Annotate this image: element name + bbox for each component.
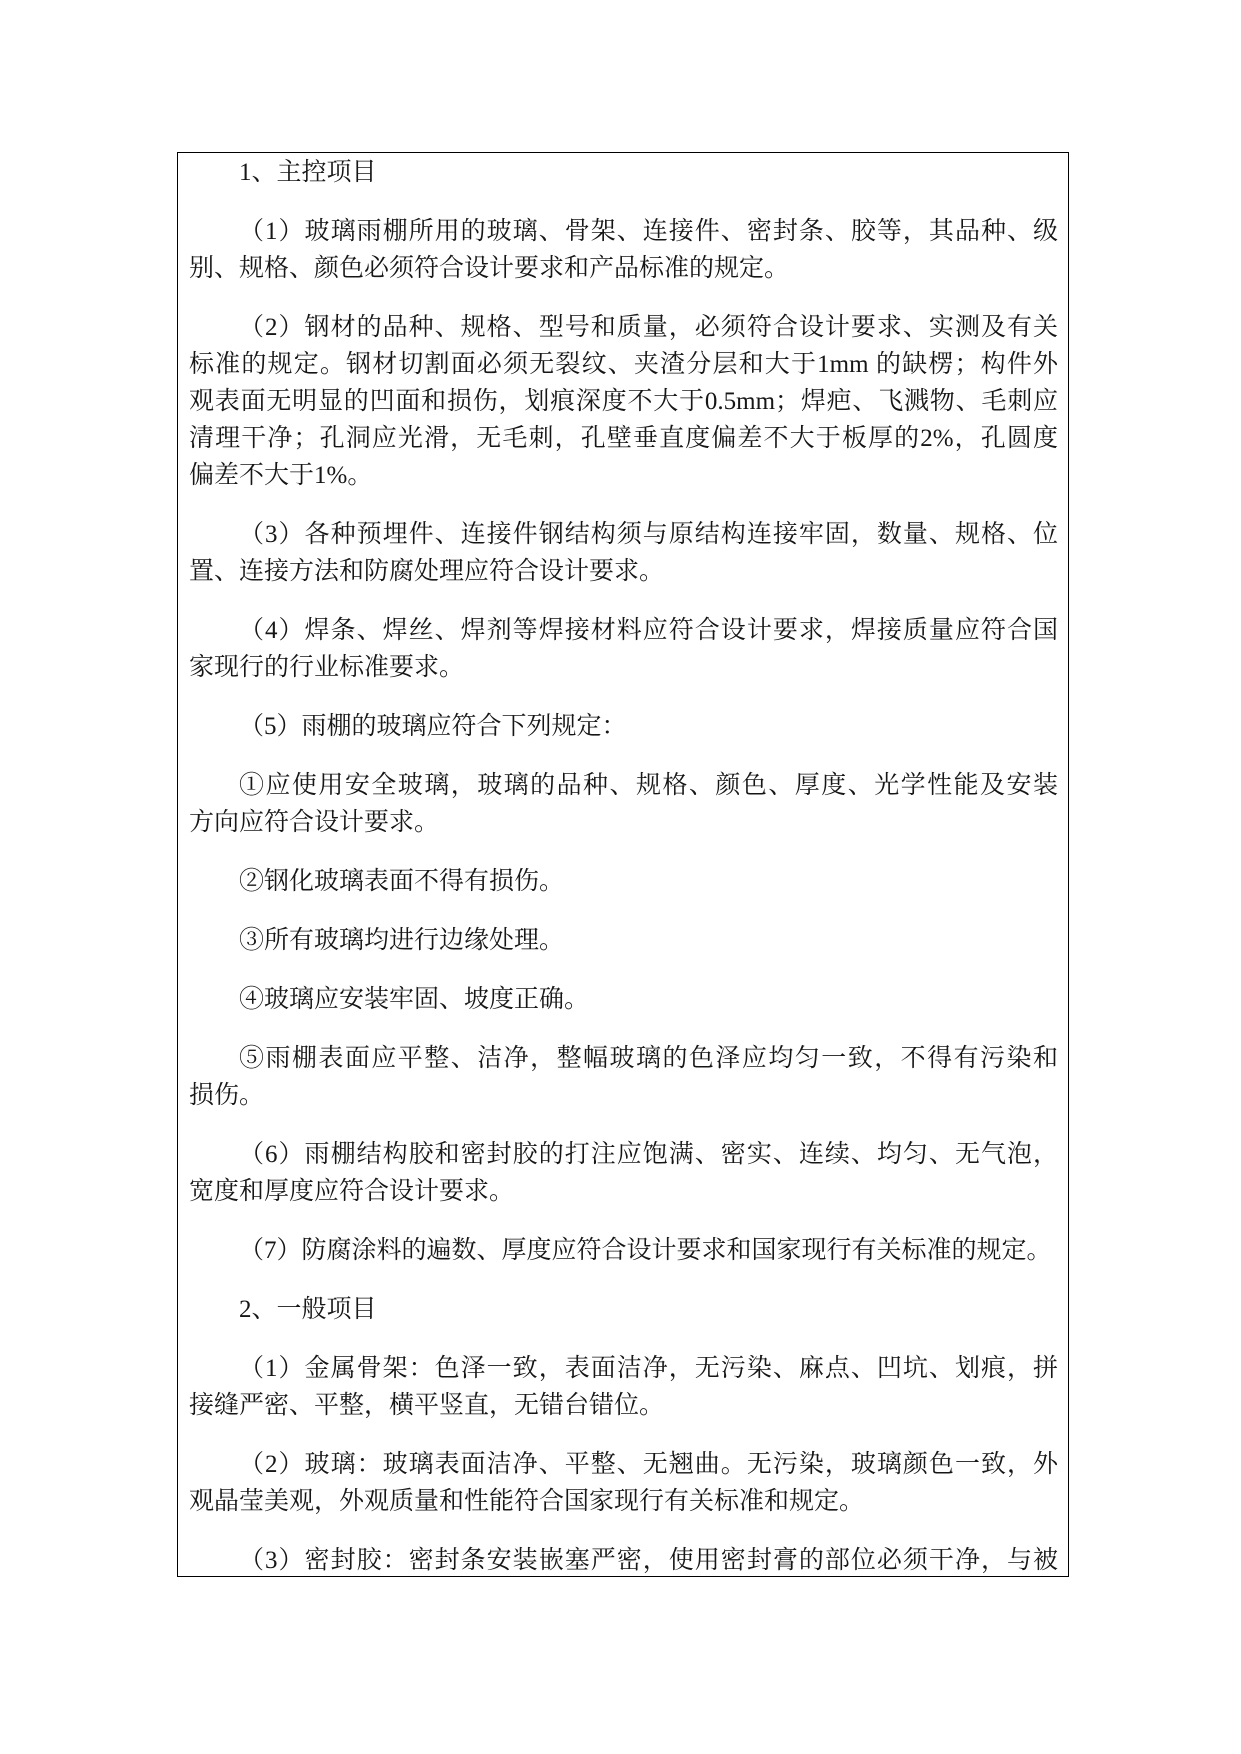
text-line: （3）各种预埋件、连接件钢结构须与原结构连接牢固，数量、规格、位 xyxy=(239,521,1058,548)
text-line: （7）防腐涂料的遍数、厚度应符合设计要求和国家现行有关标准的规定。 xyxy=(239,1237,1052,1264)
glass-sub-item-2 xyxy=(189,863,1058,900)
text-line: 方向应符合设计要求。 xyxy=(189,809,440,836)
text-line: 清理干净；孔洞应光滑，无毛刺，孔壁垂直度偏差不大于板厚的2%，孔圆度 xyxy=(189,425,1058,452)
text-line: （1）金属骨架：色泽一致，表面洁净，无污染、麻点、凹坑、划痕，拼 xyxy=(239,1355,1058,1382)
text-line: 损伤。 xyxy=(189,1082,265,1109)
text-line: （2）钢材的品种、规格、型号和质量，必须符合设计要求、实测及有关 xyxy=(239,314,1058,341)
main-clause-4 xyxy=(189,612,1058,686)
text-line: ④玻璃应安装牢固、坡度正确。 xyxy=(239,986,590,1013)
text-line: ⑤雨棚表面应平整、洁净，整幅玻璃的色泽应均匀一致，不得有污染和 xyxy=(239,1045,1058,1072)
glass-sub-item-1 xyxy=(189,767,1058,841)
text-line: 接缝严密、平整，横平竖直，无错台错位。 xyxy=(189,1392,665,1419)
text-line: 置、连接方法和防腐处理应符合设计要求。 xyxy=(189,558,665,585)
main-clause-2 xyxy=(189,309,1058,494)
text-line: ①应使用安全玻璃，玻璃的品种、规格、颜色、厚度、光学性能及安装 xyxy=(239,772,1058,799)
text-line: （2）玻璃：玻璃表面洁净、平整、无翘曲。无污染，玻璃颜色一致，外 xyxy=(239,1451,1058,1478)
text-line: ③所有玻璃均进行边缘处理。 xyxy=(239,927,565,954)
main-clause-3 xyxy=(189,516,1058,590)
glass-sub-item-5 xyxy=(189,1040,1058,1114)
text-line: （5）雨棚的玻璃应符合下列规定： xyxy=(239,713,627,740)
text-line: （6）雨棚结构胶和密封胶的打注应饱满、密实、连续、均匀、无气泡， xyxy=(239,1141,1058,1168)
text-line: （1）玻璃雨棚所用的玻璃、骨架、连接件、密封条、胶等，其品种、级 xyxy=(239,218,1058,245)
section-heading-general xyxy=(189,1291,1058,1328)
content-table-cell xyxy=(177,152,1069,1577)
text-line: 别、规格、颜色必须符合设计要求和产品标准的规定。 xyxy=(189,255,790,282)
text-line: 偏差不大于1%。 xyxy=(189,462,373,489)
section-heading-main-control xyxy=(189,154,1058,191)
glass-sub-item-4 xyxy=(189,981,1058,1018)
text-line: （4）焊条、焊丝、焊剂等焊接材料应符合设计要求，焊接质量应符合国 xyxy=(239,617,1058,644)
general-clause-2 xyxy=(189,1446,1058,1520)
text-line: 观晶莹美观，外观质量和性能符合国家现行有关标准和规定。 xyxy=(189,1488,865,1515)
main-clause-5 xyxy=(189,708,1058,745)
section-heading-text: 1、主控项目 xyxy=(239,159,377,186)
main-clause-6 xyxy=(189,1136,1058,1210)
general-clause-3 xyxy=(189,1542,1058,1577)
text-line: 观表面无明显的凹面和损伤，划痕深度不大于0.5mm；焊疤、飞溅物、毛刺应 xyxy=(189,388,1058,415)
text-line: 标准的规定。钢材切割面必须无裂纹、夹渣分层和大于1mm 的缺楞；构件外 xyxy=(189,351,1058,378)
glass-sub-item-3 xyxy=(189,922,1058,959)
section-heading-text: 2、一般项目 xyxy=(239,1296,377,1323)
main-clause-7 xyxy=(189,1232,1058,1269)
text-line: 宽度和厚度应符合设计要求。 xyxy=(189,1178,515,1205)
text-line: （3）密封胶：密封条安装嵌塞严密，使用密封膏的部位必须干净，与被 xyxy=(239,1547,1058,1574)
text-line: ②钢化玻璃表面不得有损伤。 xyxy=(239,868,565,895)
main-clause-1 xyxy=(189,213,1058,287)
text-line: 家现行的行业标准要求。 xyxy=(189,654,465,681)
general-clause-1 xyxy=(189,1350,1058,1424)
